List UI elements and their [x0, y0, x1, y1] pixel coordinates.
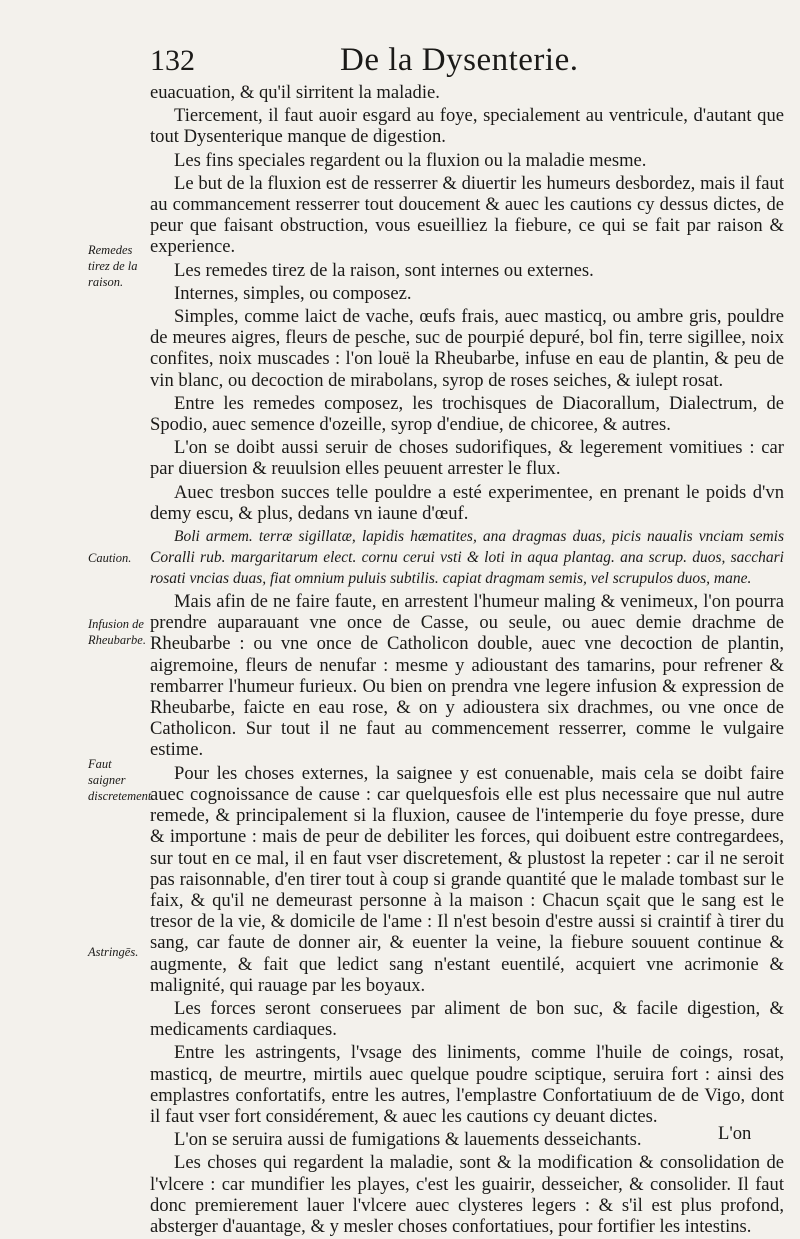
paragraph: Tiercement, il faut auoir esgard au foye, specialement au ventricule, d'autant que tout Dysenterique manque de digestion.: [150, 105, 784, 148]
page-header: [0, 44, 800, 84]
marginal-note: Faut saigner discretement.: [88, 757, 155, 803]
paragraph: L'on se seruira aussi de fumigations & lauements desseichants.: [174, 1129, 642, 1151]
paragraph: Les fins speciales regardent ou la fluxion ou la maladie mesme.: [174, 149, 647, 171]
marginal-note: Astringēs.: [88, 945, 139, 959]
page-number: 132: [150, 44, 195, 77]
paragraph: Entre les remedes composez, les trochisques de Diacorallum, Dialectrum, de Spodio, auec semence d'ozeille, syrop d'endiue, de chicoree, & autres.: [150, 392, 784, 436]
paragraph: Les remedes tirez de la raison, sont internes ou externes.: [174, 259, 594, 281]
paragraph: Simples, comme laict de vache, œufs frais, auec masticq, ou ambre gris, pouldre de meures aigres, fleurs de pesche, suc de pourpié depuré, bol fin, terre sigillee, noix confites, noix muscades : l'on louë la Rheubarbe, infuse en eau de plantin, & peu de vin blanc, ou decoction de mirabolans, syrop de roses seiches, & iulept rosat.: [150, 306, 784, 391]
paragraph: Mais afin de ne faire faute, en arrestent l'humeur maling & venimeux, l'on pourra prendre auparauant vne once de Casse, ou seule, ou auec demie drachme de Rheubarbe : ou vne once de Catholicon double, auec vne decoction de plantin, aigremoine, fleurs de nenufar : mesme y adioustant des tamarins, pour refrener & rembarrer l'humeur furieux. Ou bien on prendra vne legere infusion & expression de Rheubarbe, faicte en eau rose, & on y adioustera six drachmes, ou vne once de Catholicon. Sur tout il ne faut au commencement resserrer, comme le vulgaire estime.: [150, 591, 784, 761]
paragraph: Auec tresbon succes telle pouldre a esté experimentee, en prenant le poids d'vn demy escu, & plus, dedans vn iaune d'œuf.: [150, 481, 784, 524]
paragraph: Les forces seront conseruees par aliment de bon suc, & facile digestion, & medicaments cardiaques.: [150, 997, 784, 1041]
catchword: L'on: [718, 1123, 752, 1144]
main-text: [150, 82, 784, 1239]
marginal-note: Infusion de Rheubarbe.: [88, 617, 146, 647]
paragraph: L'on se doibt aussi seruir de choses sudorifiques, & legerement vomitiues : car par diuersion & reuulsion elles peuuent arrester le flux.: [150, 437, 784, 480]
paragraph: Le but de la fluxion est de resserrer & diuertir les humeurs desbordez, mais il faut au commancement resserrer tout doucement & auec les cautions cy dessus dictes, de peur que faisant obstruction, vous esueilliez la fiebure, ce qui se fait par raison & experience.: [150, 172, 784, 258]
paragraph: Internes, simples, ou composez.: [174, 282, 412, 304]
paragraph: Pour les choses externes, la saignee y est conuenable, mais cela se doibt faire auec cognoissance de cause : car quelquesfois elle est plus necessaire que nul autre remede, & principalement si la fluxion, causee de l'intemperie du foye presse, dure & importune : mais de peur de debiliter les forces, qui doibuent estre contregardees, sur tout en ce mal, il en faut vser discretement, & plustost la repeter : car il ne seroit pas raisonnable, d'en tirer tout à coup si grande quantité que le malade tombast sur le faix, & qu'il ne demeurast personne à la maison : Chacun sçait que le sang est le tresor de la vie, & domicile de l'ame : Il n'est besoin d'estre aussi si craintif à tirer du sang, car faute de donner air, & euenter la veine, la fiebure souuent continue & augmente, & fait que ledict sang n'estant euentilé, acquiert vne acrimonie & malignité, qui rauage par les boyaux.: [150, 762, 784, 996]
paragraph: Les choses qui regardent la maladie, sont & la modification & consolidation de l'vlcere : car mundifier les playes, c'est les guairir, desseicher, & consolider. Il faut donc premierement lauer l'vlcere auec clysteres legers : & s'il est plus profond, absterger d'auantage, & y mesler choses confortatiues, pour fortifier les intestins.: [150, 1152, 784, 1237]
marginal-note: Caution.: [88, 551, 132, 565]
marginal-note: Remedes tirez de la raison.: [88, 243, 138, 289]
paragraph: Entre les astringents, l'vsage des liniments, comme l'huile de coings, rosat, masticq, de meurtre, mirtils auec quelque poudre sciptique, seruira fort : ainsi des emplastres confortatifs, entre les autres, l'emplastre Confortatiuum de de Vigo, dont il faut vser fort considérement, & auec les cautions cy deuant dictes.: [150, 1042, 784, 1127]
running-title: De la Dysenterie.: [340, 42, 579, 78]
latin-recipe: Boli armem. terræ sigillatæ, lapidis hæmatites, ana dragmas duas, picis naualis vnciam semis Coralli rub. margaritarum elect. cornu cerui vsti & loti in aqua plantag. ana scrup. duos, sacchari rosati vncias duas, fiat omnium puluis subtilis. capiat dragmam semis, vel scrupulos duos, mane.: [150, 528, 784, 588]
paragraph: euacuation, & qu'il sirritent la maladie.: [150, 82, 440, 103]
